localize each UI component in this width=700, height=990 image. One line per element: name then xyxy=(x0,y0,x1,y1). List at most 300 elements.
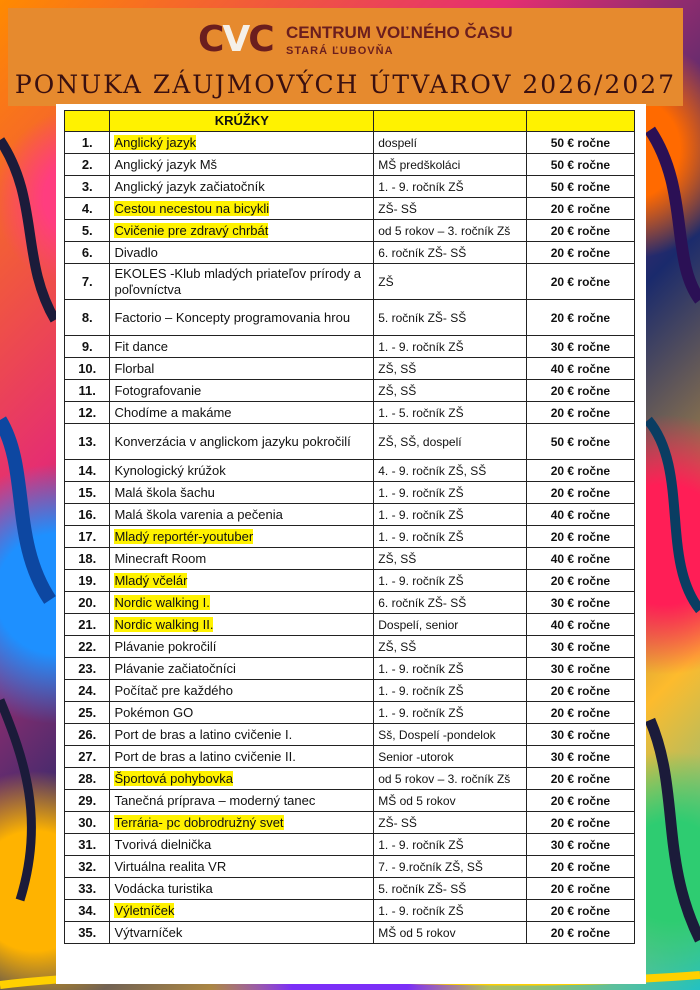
activity-name: Počítač pre každého xyxy=(114,682,233,698)
target-group-cell xyxy=(374,300,527,336)
activity-name: Port de bras a latino cvičenie I. xyxy=(114,726,293,742)
target-group: 6. ročník ZŠ- SŠ xyxy=(378,245,467,260)
row-number-cell xyxy=(65,460,110,482)
row-number-cell xyxy=(65,570,110,592)
target-group-cell xyxy=(374,402,527,424)
annual-price: 30 € ročne xyxy=(550,595,611,610)
row-number-cell xyxy=(65,834,110,856)
activity-name: Cestou necestou na bicykli xyxy=(114,200,270,216)
row-number: 10. xyxy=(78,360,97,376)
target-group-cell xyxy=(374,900,527,922)
activity-name: Florbal xyxy=(114,360,155,376)
annual-price: 20 € ročne xyxy=(550,463,611,478)
annual-price-cell xyxy=(526,746,634,768)
activity-name-cell xyxy=(110,482,374,504)
annual-price: 50 € ročne xyxy=(550,135,611,150)
annual-price: 20 € ročne xyxy=(550,223,611,238)
annual-price: 30 € ročne xyxy=(550,749,611,764)
target-group-cell xyxy=(374,768,527,790)
table-header-row xyxy=(65,111,635,132)
target-group: MŠ predškoláci xyxy=(378,157,461,172)
row-number-cell xyxy=(65,336,110,358)
target-group: 7. - 9.ročník ZŠ, SŠ xyxy=(378,859,483,874)
target-group: 4. - 9. ročník ZŠ, SŠ xyxy=(378,463,487,478)
annual-price-cell xyxy=(526,812,634,834)
target-group-cell xyxy=(374,856,527,878)
logo-organization-name: CENTRUM VOĽNÉHO ČASU xyxy=(286,23,513,42)
activity-name: Výletníček xyxy=(114,902,175,918)
table-row xyxy=(65,768,635,790)
annual-price: 20 € ročne xyxy=(550,815,611,830)
annual-price: 20 € ročne xyxy=(550,925,611,940)
row-number: 4. xyxy=(81,200,93,216)
annual-price: 50 € ročne xyxy=(550,157,611,172)
target-group-cell xyxy=(374,220,527,242)
row-number-cell xyxy=(65,746,110,768)
header-empty-cell xyxy=(374,111,527,132)
activity-name-cell xyxy=(110,358,374,380)
activity-name-cell xyxy=(110,702,374,724)
annual-price-cell xyxy=(526,768,634,790)
page-header xyxy=(8,8,683,106)
activity-name: Chodíme a makáme xyxy=(114,404,232,420)
target-group-cell xyxy=(374,724,527,746)
target-group: ZŠ, SŠ, dospelí xyxy=(378,434,462,449)
target-group-cell xyxy=(374,460,527,482)
annual-price: 20 € ročne xyxy=(550,771,611,786)
activity-name: Športová pohybovka xyxy=(114,770,233,786)
target-group: 1. - 9. ročník ZŠ xyxy=(378,705,464,720)
activity-name-cell xyxy=(110,264,374,300)
row-number-cell xyxy=(65,264,110,300)
target-group: 1. - 9. ročník ZŠ xyxy=(378,573,464,588)
header-empty-cell xyxy=(526,111,634,132)
row-number-cell xyxy=(65,358,110,380)
activity-name-cell xyxy=(110,402,374,424)
activity-name: Anglický jazyk Mš xyxy=(114,156,218,172)
row-number: 11. xyxy=(78,382,96,398)
row-number: 22. xyxy=(78,638,97,654)
annual-price-cell xyxy=(526,570,634,592)
annual-price-cell xyxy=(526,154,634,176)
annual-price: 20 € ročne xyxy=(550,683,611,698)
row-number: 19. xyxy=(78,572,97,588)
row-number: 25. xyxy=(78,704,97,720)
annual-price-cell xyxy=(526,300,634,336)
annual-price: 30 € ročne xyxy=(550,727,611,742)
row-number-cell xyxy=(65,636,110,658)
target-group: dospelí xyxy=(378,135,417,150)
annual-price-cell xyxy=(526,614,634,636)
activity-name: Factorio – Koncepty programovania hrou xyxy=(114,309,351,325)
activity-name: Výtvarníček xyxy=(114,924,183,940)
annual-price-cell xyxy=(526,336,634,358)
table-row xyxy=(65,482,635,504)
row-number-cell xyxy=(65,380,110,402)
target-group-cell xyxy=(374,264,527,300)
cvc-logo-mark: CVC xyxy=(198,19,273,60)
table-row xyxy=(65,220,635,242)
target-group: od 5 rokov – 3. ročník Zš xyxy=(378,223,511,238)
row-number-cell xyxy=(65,724,110,746)
target-group-cell xyxy=(374,922,527,944)
annual-price: 20 € ročne xyxy=(550,573,611,588)
table-heading: KRÚŽKY xyxy=(110,111,374,132)
activity-name: Malá škola šachu xyxy=(114,484,215,500)
activity-name-cell xyxy=(110,154,374,176)
row-number: 18. xyxy=(78,550,97,566)
annual-price-cell xyxy=(526,504,634,526)
row-number: 13. xyxy=(78,433,97,449)
target-group: 6. ročník ZŠ- SŠ xyxy=(378,595,467,610)
activity-name: Konverzácia v anglickom jazyku pokročilí xyxy=(114,433,351,449)
table-row xyxy=(65,570,635,592)
target-group-cell xyxy=(374,834,527,856)
annual-price-cell xyxy=(526,132,634,154)
table-row xyxy=(65,636,635,658)
target-group-cell xyxy=(374,702,527,724)
annual-price-cell xyxy=(526,878,634,900)
row-number-cell xyxy=(65,220,110,242)
annual-price: 20 € ročne xyxy=(550,405,611,420)
target-group-cell xyxy=(374,526,527,548)
activity-name-cell xyxy=(110,812,374,834)
row-number: 20. xyxy=(78,594,97,610)
activity-name-cell xyxy=(110,198,374,220)
activity-name-cell xyxy=(110,242,374,264)
annual-price-cell xyxy=(526,402,634,424)
activity-name-cell xyxy=(110,176,374,198)
table-row xyxy=(65,592,635,614)
annual-price: 40 € ročne xyxy=(550,551,611,566)
row-number: 2. xyxy=(81,156,93,172)
activity-name-cell xyxy=(110,460,374,482)
row-number: 35. xyxy=(78,924,97,940)
target-group-cell xyxy=(374,482,527,504)
offer-sheet xyxy=(56,104,646,984)
annual-price-cell xyxy=(526,198,634,220)
annual-price-cell xyxy=(526,856,634,878)
row-number: 27. xyxy=(78,748,97,764)
activity-name-cell xyxy=(110,746,374,768)
table-row xyxy=(65,358,635,380)
target-group-cell xyxy=(374,680,527,702)
row-number: 28. xyxy=(78,770,97,786)
table-row xyxy=(65,380,635,402)
row-number-cell xyxy=(65,300,110,336)
activity-name: Terrária- pc dobrodružný svet xyxy=(114,814,284,830)
row-number: 17. xyxy=(78,528,97,544)
row-number-cell xyxy=(65,548,110,570)
row-number-cell xyxy=(65,614,110,636)
annual-price-cell xyxy=(526,220,634,242)
annual-price-cell xyxy=(526,482,634,504)
activity-name-cell xyxy=(110,878,374,900)
row-number-cell xyxy=(65,856,110,878)
activity-name-cell xyxy=(110,834,374,856)
activity-name: Vodácka turistika xyxy=(114,880,213,896)
activity-name-cell xyxy=(110,336,374,358)
cvc-logo xyxy=(198,20,518,64)
annual-price: 20 € ročne xyxy=(550,793,611,808)
row-number-cell xyxy=(65,242,110,264)
page-title: PONUKA ZÁUJMOVÝCH ÚTVAROV 2026/2027 xyxy=(14,70,677,99)
target-group: ZŠ, SŠ xyxy=(378,383,417,398)
target-group: ZŠ, SŠ xyxy=(378,551,417,566)
target-group: ZŠ, SŠ xyxy=(378,361,417,376)
target-group: Sš, Dospelí -pondelok xyxy=(378,727,496,742)
annual-price-cell xyxy=(526,358,634,380)
annual-price: 20 € ročne xyxy=(550,201,611,216)
annual-price-cell xyxy=(526,790,634,812)
target-group: ZŠ xyxy=(378,274,394,289)
activities-table xyxy=(64,110,635,944)
target-group-cell xyxy=(374,746,527,768)
row-number-cell xyxy=(65,482,110,504)
row-number-cell xyxy=(65,878,110,900)
annual-price-cell xyxy=(526,636,634,658)
annual-price: 20 € ročne xyxy=(550,859,611,874)
target-group-cell xyxy=(374,812,527,834)
target-group: 1. - 9. ročník ZŠ xyxy=(378,683,464,698)
table-row xyxy=(65,878,635,900)
activity-name-cell xyxy=(110,132,374,154)
annual-price: 40 € ročne xyxy=(550,507,611,522)
activity-name: Fotografovanie xyxy=(114,382,202,398)
activity-name: Port de bras a latino cvičenie II. xyxy=(114,748,296,764)
row-number-cell xyxy=(65,526,110,548)
row-number: 34. xyxy=(78,902,97,918)
activity-name-cell xyxy=(110,900,374,922)
activity-name-cell xyxy=(110,636,374,658)
target-group-cell xyxy=(374,242,527,264)
row-number: 1. xyxy=(81,134,93,150)
table-row xyxy=(65,198,635,220)
table-row xyxy=(65,526,635,548)
annual-price-cell xyxy=(526,264,634,300)
annual-price-cell xyxy=(526,460,634,482)
annual-price-cell xyxy=(526,900,634,922)
row-number: 32. xyxy=(78,858,97,874)
target-group-cell xyxy=(374,424,527,460)
target-group: 1. - 9. ročník ZŠ xyxy=(378,903,464,918)
row-number-cell xyxy=(65,680,110,702)
activity-name: Anglický jazyk xyxy=(114,134,197,150)
header-empty-cell xyxy=(65,111,110,132)
target-group: ZŠ, SŠ xyxy=(378,639,417,654)
target-group: 1. - 9. ročník ZŠ xyxy=(378,529,464,544)
activity-name: Fit dance xyxy=(114,338,168,354)
annual-price-cell xyxy=(526,680,634,702)
activity-name: Anglický jazyk začiatočník xyxy=(114,178,265,194)
row-number-cell xyxy=(65,504,110,526)
activity-name-cell xyxy=(110,922,374,944)
table-row xyxy=(65,460,635,482)
activity-name: Plávanie začiatočníci xyxy=(114,660,236,676)
target-group: 1. - 9. ročník ZŠ xyxy=(378,837,464,852)
annual-price-cell xyxy=(526,526,634,548)
target-group-cell xyxy=(374,570,527,592)
row-number-cell xyxy=(65,592,110,614)
table-row xyxy=(65,300,635,336)
table-row xyxy=(65,402,635,424)
annual-price: 30 € ročne xyxy=(550,837,611,852)
annual-price: 20 € ročne xyxy=(550,245,611,260)
table-row xyxy=(65,900,635,922)
target-group: 1. - 9. ročník ZŠ xyxy=(378,507,464,522)
annual-price-cell xyxy=(526,922,634,944)
target-group: MŠ od 5 rokov xyxy=(378,925,456,940)
target-group-cell xyxy=(374,592,527,614)
target-group-cell xyxy=(374,790,527,812)
target-group: Dospelí, senior xyxy=(378,617,459,632)
activity-name: Tanečná príprava – moderný tanec xyxy=(114,792,316,808)
table-row xyxy=(65,424,635,460)
row-number: 15. xyxy=(78,484,97,500)
row-number-cell xyxy=(65,900,110,922)
activity-name-cell xyxy=(110,300,374,336)
annual-price: 50 € ročne xyxy=(550,179,611,194)
annual-price-cell xyxy=(526,548,634,570)
activity-name-cell xyxy=(110,614,374,636)
row-number: 3. xyxy=(81,178,93,194)
row-number-cell xyxy=(65,176,110,198)
row-number: 7. xyxy=(81,273,93,289)
row-number: 24. xyxy=(78,682,97,698)
annual-price: 20 € ročne xyxy=(550,274,611,289)
activity-name: Virtuálna realita VR xyxy=(114,858,227,874)
row-number-cell xyxy=(65,922,110,944)
annual-price-cell xyxy=(526,176,634,198)
table-row xyxy=(65,504,635,526)
target-group-cell xyxy=(374,658,527,680)
activity-name: Malá škola varenia a pečenia xyxy=(114,506,283,522)
target-group-cell xyxy=(374,198,527,220)
annual-price: 20 € ročne xyxy=(550,485,611,500)
target-group-cell xyxy=(374,176,527,198)
activity-name: EKOLES -Klub mladých priateľov prírody a poľovníctva xyxy=(114,265,362,297)
activity-name-cell xyxy=(110,220,374,242)
annual-price: 20 € ročne xyxy=(550,310,611,325)
row-number: 16. xyxy=(78,506,97,522)
activity-name-cell xyxy=(110,658,374,680)
target-group: ZŠ- SŠ xyxy=(378,201,417,216)
activity-name: Pokémon GO xyxy=(114,704,194,720)
table-row xyxy=(65,176,635,198)
row-number: 5. xyxy=(81,222,93,238)
table-row xyxy=(65,132,635,154)
annual-price: 20 € ročne xyxy=(550,529,611,544)
annual-price: 20 € ročne xyxy=(550,881,611,896)
target-group: 5. ročník ZŠ- SŠ xyxy=(378,310,467,325)
annual-price-cell xyxy=(526,380,634,402)
activity-name-cell xyxy=(110,548,374,570)
activity-name-cell xyxy=(110,680,374,702)
target-group: 1. - 9. ročník ZŠ xyxy=(378,339,464,354)
row-number: 9. xyxy=(81,338,93,354)
table-row xyxy=(65,658,635,680)
row-number-cell xyxy=(65,790,110,812)
annual-price: 30 € ročne xyxy=(550,639,611,654)
row-number: 30. xyxy=(78,814,97,830)
activity-name: Plávanie pokročilí xyxy=(114,638,217,654)
row-number: 33. xyxy=(78,880,97,896)
table-row xyxy=(65,680,635,702)
row-number-cell xyxy=(65,812,110,834)
annual-price-cell xyxy=(526,702,634,724)
annual-price-cell xyxy=(526,242,634,264)
annual-price: 20 € ročne xyxy=(550,903,611,918)
target-group: 1. - 5. ročník ZŠ xyxy=(378,405,464,420)
activity-name-cell xyxy=(110,790,374,812)
annual-price: 40 € ročne xyxy=(550,361,611,376)
table-row xyxy=(65,746,635,768)
target-group-cell xyxy=(374,132,527,154)
row-number: 26. xyxy=(78,726,97,742)
row-number-cell xyxy=(65,154,110,176)
table-row xyxy=(65,834,635,856)
activity-name: Mladý včelár xyxy=(114,572,188,588)
annual-price-cell xyxy=(526,658,634,680)
target-group: 5. ročník ZŠ- SŠ xyxy=(378,881,467,896)
activity-name-cell xyxy=(110,570,374,592)
annual-price: 20 € ročne xyxy=(550,383,611,398)
target-group: ZŠ- SŠ xyxy=(378,815,417,830)
annual-price: 30 € ročne xyxy=(550,339,611,354)
target-group-cell xyxy=(374,154,527,176)
row-number-cell xyxy=(65,702,110,724)
table-row xyxy=(65,812,635,834)
annual-price-cell xyxy=(526,592,634,614)
target-group: od 5 rokov – 3. ročník Zš xyxy=(378,771,511,786)
activity-name: Cvičenie pre zdravý chrbát xyxy=(114,222,269,238)
target-group: 1. - 9. ročník ZŠ xyxy=(378,485,464,500)
row-number: 31. xyxy=(78,836,97,852)
target-group: Senior -utorok xyxy=(378,749,454,764)
row-number-cell xyxy=(65,198,110,220)
row-number-cell xyxy=(65,132,110,154)
annual-price-cell xyxy=(526,724,634,746)
annual-price: 40 € ročne xyxy=(550,617,611,632)
target-group: MŠ od 5 rokov xyxy=(378,793,456,808)
activity-name: Kynologický krúžok xyxy=(114,462,226,478)
table-row xyxy=(65,264,635,300)
activity-name: Mladý reportér-youtuber xyxy=(114,528,254,544)
target-group-cell xyxy=(374,336,527,358)
activity-name-cell xyxy=(110,856,374,878)
row-number-cell xyxy=(65,424,110,460)
row-number: 12. xyxy=(78,404,97,420)
target-group-cell xyxy=(374,358,527,380)
activity-name-cell xyxy=(110,380,374,402)
annual-price: 50 € ročne xyxy=(550,434,611,449)
target-group-cell xyxy=(374,878,527,900)
activity-name: Nordic walking II. xyxy=(114,616,214,632)
row-number: 14. xyxy=(78,462,97,478)
table-row xyxy=(65,922,635,944)
table-row xyxy=(65,336,635,358)
row-number: 21. xyxy=(78,616,97,632)
table-row xyxy=(65,548,635,570)
activity-name-cell xyxy=(110,592,374,614)
activity-name-cell xyxy=(110,768,374,790)
table-row xyxy=(65,614,635,636)
activity-name: Minecraft Room xyxy=(114,550,207,566)
target-group: 1. - 9. ročník ZŠ xyxy=(378,661,464,676)
logo-town-name: STARÁ ĽUBOVŇA xyxy=(286,45,394,57)
target-group: 1. - 9. ročník ZŠ xyxy=(378,179,464,194)
row-number-cell xyxy=(65,768,110,790)
